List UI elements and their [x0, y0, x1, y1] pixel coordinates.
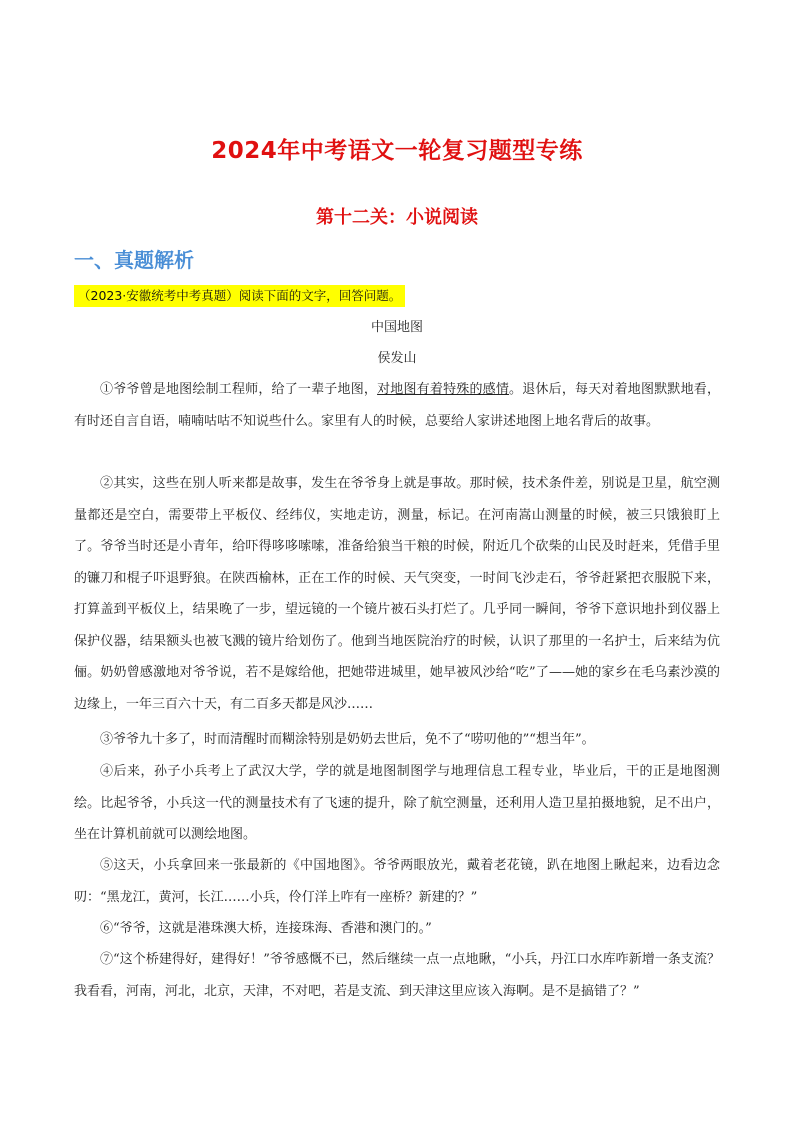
paragraph-3: ③爷爷九十多了，时而清醒时而糊涂特别是奶奶去世后，免不了“唠叨他的”“想当年”。: [100, 732, 595, 747]
source-note-highlight: （2023·安徽统考中考真题）阅读下面的文字，回答问题。: [74, 285, 405, 307]
paragraph-1-start: ①爷爷曾是地图绘制工程师，给了一辈子地图，: [100, 382, 378, 397]
paragraph-4: ④后来，孙子小兵考上了武汉大学，学的就是地图制图学与地理信息工程专业，毕业后，干的正是地图测绘。比起爷爷，小兵这一代的测量技术有了飞速的提升，除了航空测量，还利用人造卫星拍摄地貌，足不出户，坐在计算机前就可以测绘地图。: [74, 764, 720, 842]
underlined-phrase: 对地图有着特殊的感情: [377, 382, 510, 397]
paragraph-6: ⑥“爷爷，这就是港珠澳大桥，连接珠海、香港和澳门的。”: [100, 921, 432, 936]
page-title: 2024年中考语文一轮复习题型专练: [211, 138, 583, 164]
paragraph-7: ⑦“这个桥建得好，建得好！”爷爷感慨不已，然后继续一点一点地瞅，“小兵，丹江口水库咋新增一条支流？我看看，河南，河北，北京，天津，不对吧，若是支流、到天津这里应该入海啊。是不是搞错了？”: [74, 952, 720, 999]
page-subtitle: 第十二关：小说阅读: [316, 207, 478, 228]
section-heading: 一、真题解析: [74, 248, 194, 272]
story-title: 中国地图: [370, 320, 423, 335]
paragraph-1-end: 。退休后，每天对着地图默默地看，有时还自言自语，喃喃咕咕不知说些什么。家里有人的时候，总要给人家讲述地图上地名背后的故事。: [74, 382, 720, 429]
paragraph-2: ②其实，这些在别人听来都是故事，发生在爷爷身上就是事故。那时候，技术条件差，别说是卫星，航空测量都还是空白，需要带上平板仪、经纬仪，实地走访，测量，标记。在河南嵩山测量的时候，被三只饿狼盯上了。爷爷当时还是小青年，给吓得哆哆嗦嗦，准备给狼当干粮的时候，附近几个砍柴的山民及时赶来，凭借手里的镰刀和棍子吓退野狼。在陕西榆林，正在工作的时候、天气突变，一时间飞沙走石，爷爷赶紧把衣服脱下来，打算盖到平板仪上，结果晚了一步，望远镜的一个镜片被石头打烂了。几乎同一瞬间，爷爷下意识地扑到仪器上保护仪器，结果额头也被飞溅的镜片给划伤了。他到当地医院治疗的时候，认识了那里的一名护士，后来结为伉俪。奶奶曾感激地对爷爷说，若不是嫁给他，把她带进城里，她早被风沙给“吃”了——她的家乡在毛乌素沙漠的边缘上，一年三百六十天，有二百多天都是风沙……: [74, 476, 720, 712]
story-author: 侯发山: [377, 351, 417, 366]
paragraph-5: ⑤这天，小兵拿回来一张最新的《中国地图》。爷爷两眼放光，戴着老花镜，趴在地图上瞅起来，边看边念叨：“黑龙江，黄河，长江……小兵，伶仃洋上咋有一座桥？新建的？”: [74, 858, 720, 905]
paragraph-1: [74, 374, 720, 437]
